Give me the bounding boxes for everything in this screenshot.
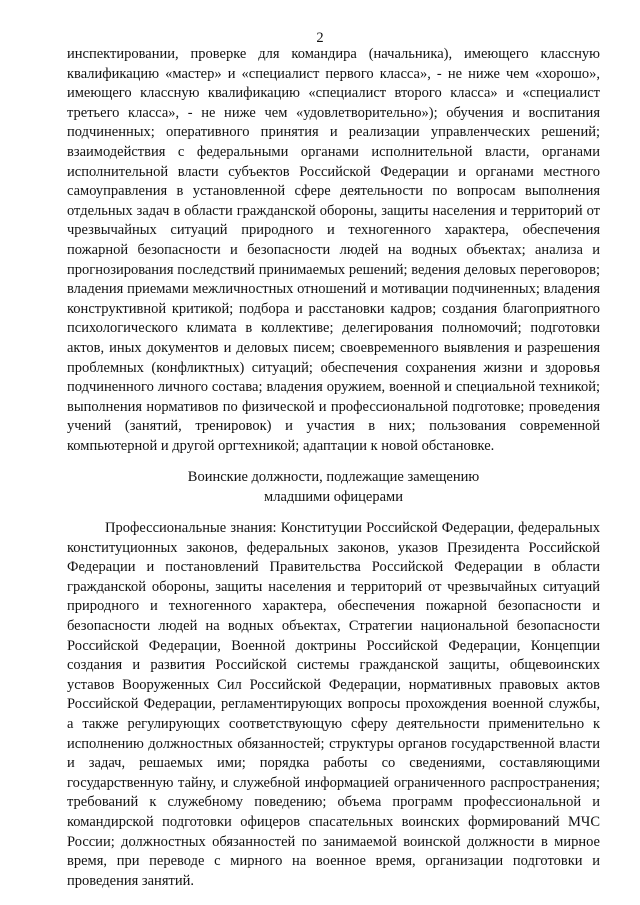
- section-heading-line-2: младшими офицерами: [264, 488, 403, 505]
- body-paragraph-2: Профессиональные знания: Конституции Российской Федерации, федеральных конституционных законов, федеральных законов, указов Президента Российской Федерации и постановлений Правительства Российской Федерации в области гражданской обороны, защиты населения и территорий от чрезвычайных ситуаций природного и техногенного характера, обеспечения пожарной безопасности и безопасности людей на водных объектах, Стратегии национальной безопасности Российской Федерации, Военной доктрины Российской Федерации, Концепции создания и развития Российской системы гражданской защиты, общевоинских уставов Вооруженных Сил Российской Федерации, нормативных правовых актов Российской Федерации, регламентирующих вопросы прохождения военной службы, а также регулирующих соответствующую сферу деятельности применительно к исполнению должностных обязанностей; структуры органов государственной власти и задач, решаемых ими; порядка работы со сведениями, составляющими государственную тайну, и служебной информацией ограниченного распространения; требований к служебному поведению; объема программ профессиональной и командирской подготовки офицеров спасательных воинских формирований МЧС России; должностных обязанностей по занимаемой воинской должности в мирное время, при переводе с мирного на военное время, организации подготовки и проведения занятий.: [67, 520, 600, 889]
- page-number: 2: [316, 30, 324, 46]
- section-heading: [67, 468, 600, 507]
- body-paragraph-1: инспектировании, проверке для командира (начальника), имеющего классную квалификацию «мастер» и «специалист первого класса», - не ниже чем «хорошо», имеющего классную квалификацию «специалист второго класса» и «специалист третьего класса», - не ниже чем «удовлетворительно»); обучения и воспитания подчиненных; оперативного принятия и реализации управленческих решений; взаимодействия с федеральными органами исполнительной власти, органами исполнительной власти субъектов Российской Федерации и органами местного самоуправления в установленной сфере деятельности по вопросам выполнения отдельных задач в области гражданской обороны, защиты населения и территорий от чрезвычайных ситуаций природного и техногенного характера, обеспечения пожарной безопасности и безопасности людей на водных объектах; анализа и прогнозирования последствий принимаемых решений; ведения деловых переговоров; владения приемами межличностных отношений и мотивации подчиненных; владения конструктивной критикой; подбора и расстановки кадров; создания благоприятного психологического климата в коллективе; делегирования полномочий; подготовки актов, иных документов и деловых писем; своевременного выявления и разрешения проблемных (конфликтных) ситуаций; обеспечения сохранения жизни и здоровья подчиненного личного состава; владения оружием, военной и специальной техникой; выполнения нормативов по физической и профессиональной подготовке; проведения учений (занятий, тренировок) и участия в них; пользования современной компьютерной и другой оргтехникой; адаптации к новой обстановке.: [67, 46, 600, 454]
- section-heading-line-1: Воинские должности, подлежащие замещению: [187, 469, 480, 485]
